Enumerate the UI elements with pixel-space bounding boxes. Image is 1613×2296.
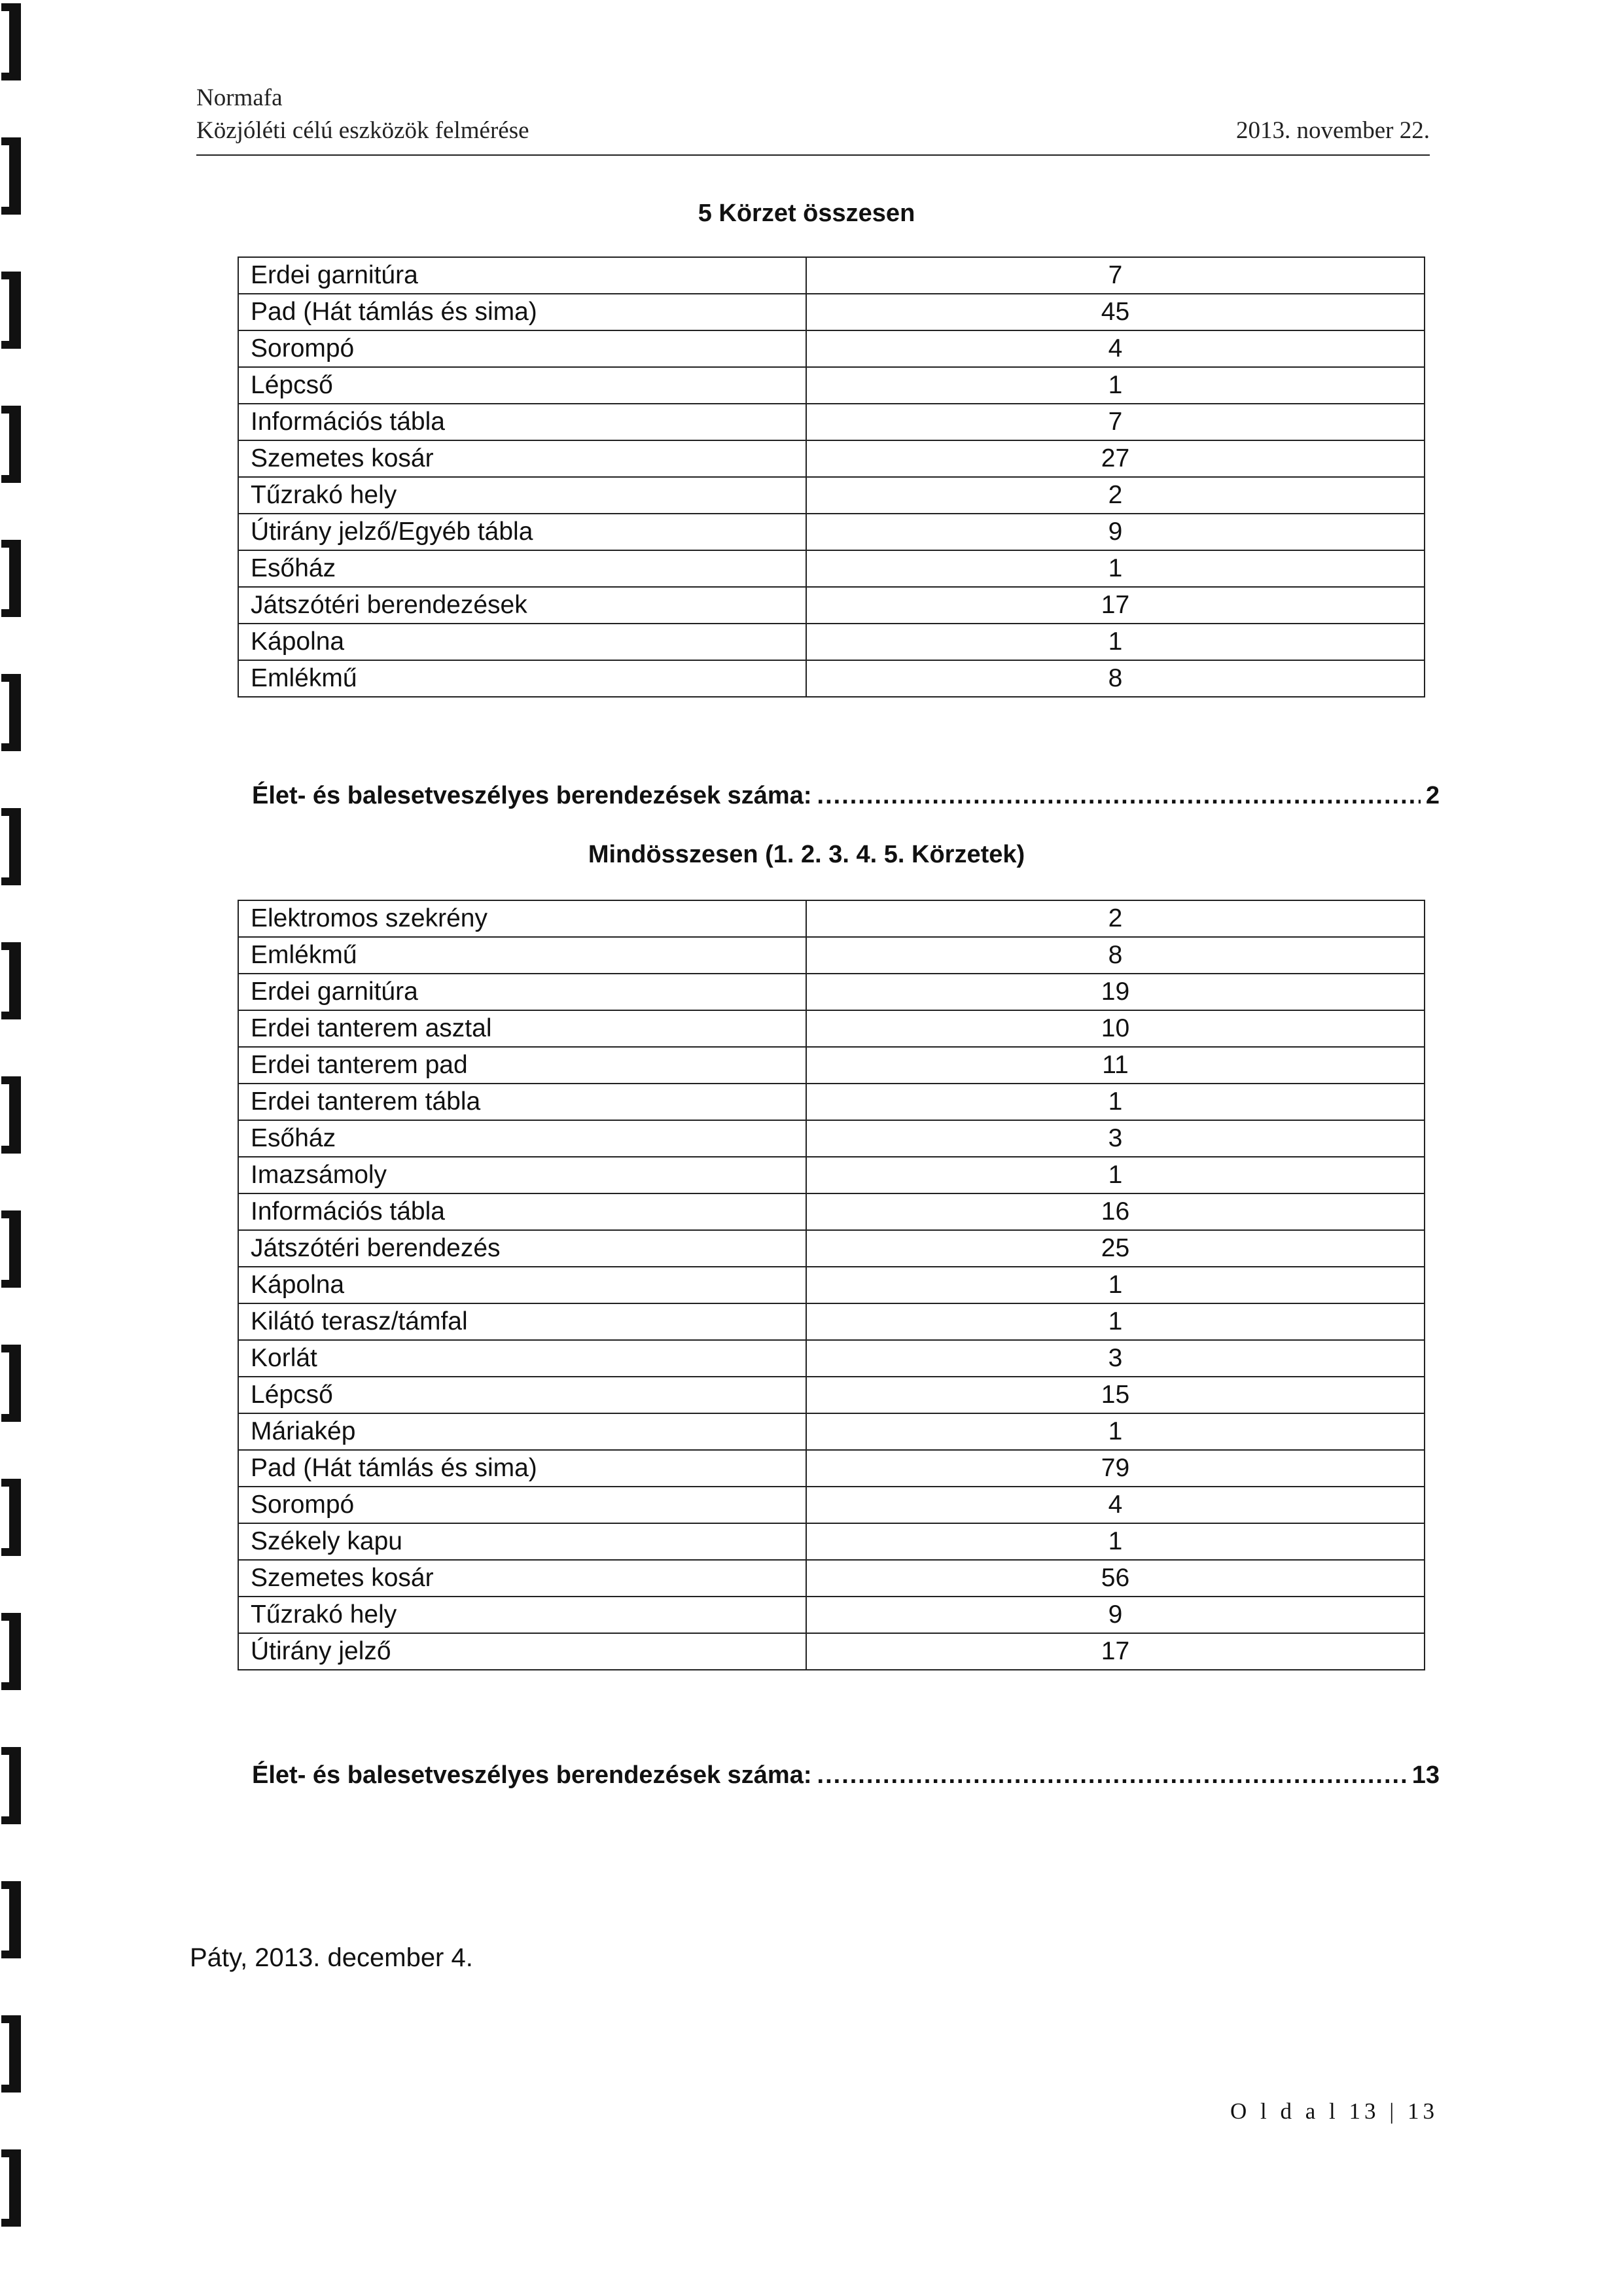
item-count: 56 xyxy=(806,1560,1425,1597)
item-name: Imazsámoly xyxy=(238,1157,806,1193)
section1-summary xyxy=(252,782,1440,810)
item-name: Székely kapu xyxy=(238,1523,806,1560)
binding-ring xyxy=(9,1747,21,1824)
item-count: 1 xyxy=(806,367,1425,404)
item-name: Kápolna xyxy=(238,624,806,660)
table-row xyxy=(238,514,1425,550)
item-count: 2 xyxy=(806,900,1425,937)
item-count: 79 xyxy=(806,1450,1425,1487)
table-row xyxy=(238,1084,1425,1120)
item-count: 1 xyxy=(806,550,1425,587)
item-name: Erdei garnitúra xyxy=(238,974,806,1010)
item-name: Pad (Hát támlás és sima) xyxy=(238,1450,806,1487)
binding-ring xyxy=(9,406,21,483)
table-row xyxy=(238,1377,1425,1413)
item-name: Esőház xyxy=(238,1120,806,1157)
table-row xyxy=(238,330,1425,367)
table-row xyxy=(238,440,1425,477)
page-number: O l d a l 13 | 13 xyxy=(1230,2098,1439,2124)
item-count: 19 xyxy=(806,974,1425,1010)
section1-summary-label: Élet- és balesetveszélyes berendezések száma: xyxy=(252,782,812,809)
item-name: Tűzrakó hely xyxy=(238,477,806,514)
item-name: Szemetes kosár xyxy=(238,1560,806,1597)
item-count: 1 xyxy=(806,1413,1425,1450)
leader-dots xyxy=(817,1761,1407,1790)
table-row xyxy=(238,1230,1425,1267)
item-name: Erdei garnitúra xyxy=(238,257,806,294)
item-name: Sorompó xyxy=(238,330,806,367)
table-row xyxy=(238,1157,1425,1193)
item-name: Tűzrakó hely xyxy=(238,1597,806,1633)
table-row xyxy=(238,1340,1425,1377)
section2-summary xyxy=(252,1761,1440,1790)
item-name: Információs tábla xyxy=(238,404,806,440)
table-row xyxy=(238,1010,1425,1047)
item-name: Lépcső xyxy=(238,367,806,404)
item-name: Esőház xyxy=(238,550,806,587)
item-name: Útirány jelző xyxy=(238,1633,806,1670)
item-count: 1 xyxy=(806,1084,1425,1120)
item-name: Erdei tanterem pad xyxy=(238,1047,806,1084)
item-name: Máriakép xyxy=(238,1413,806,1450)
item-name: Lépcső xyxy=(238,1377,806,1413)
section2-summary-value: 13 xyxy=(1411,1761,1440,1789)
header-date: 2013. november 22. xyxy=(1236,117,1430,144)
item-count: 1 xyxy=(806,1157,1425,1193)
item-count: 3 xyxy=(806,1120,1425,1157)
section1-title: 5 Körzet összesen xyxy=(698,200,915,227)
table-row xyxy=(238,1413,1425,1450)
binding-ring xyxy=(9,540,21,617)
spiral-binding xyxy=(0,0,59,2296)
table-row xyxy=(238,1523,1425,1560)
table-row xyxy=(238,1047,1425,1084)
binding-ring xyxy=(9,1881,21,1958)
table-row xyxy=(238,624,1425,660)
item-count: 10 xyxy=(806,1010,1425,1047)
header-project: Normafa xyxy=(196,84,283,111)
item-count: 45 xyxy=(806,294,1425,330)
table-row xyxy=(238,1450,1425,1487)
table-row xyxy=(238,660,1425,697)
table-row xyxy=(238,587,1425,624)
item-count: 17 xyxy=(806,587,1425,624)
binding-ring xyxy=(9,1210,21,1288)
item-name: Sorompó xyxy=(238,1487,806,1523)
item-count: 2 xyxy=(806,477,1425,514)
binding-ring xyxy=(9,1076,21,1154)
table-row xyxy=(238,257,1425,294)
table-row xyxy=(238,1120,1425,1157)
item-count: 1 xyxy=(806,624,1425,660)
binding-ring xyxy=(9,2015,21,2093)
item-name: Játszótéri berendezés xyxy=(238,1230,806,1267)
item-count: 4 xyxy=(806,330,1425,367)
table-row xyxy=(238,367,1425,404)
item-count: 1 xyxy=(806,1523,1425,1560)
place-and-date: Páty, 2013. december 4. xyxy=(190,1943,473,1972)
item-name: Emlékmű xyxy=(238,937,806,974)
binding-ring xyxy=(9,272,21,349)
table-row xyxy=(238,1267,1425,1303)
table-row xyxy=(238,550,1425,587)
binding-ring xyxy=(9,942,21,1019)
section1-table xyxy=(238,256,1425,698)
table-row xyxy=(238,1597,1425,1633)
binding-ring xyxy=(9,2149,21,2227)
item-count: 7 xyxy=(806,404,1425,440)
binding-ring xyxy=(9,674,21,751)
table-row xyxy=(238,1487,1425,1523)
item-name: Erdei tanterem tábla xyxy=(238,1084,806,1120)
section2-table xyxy=(238,900,1425,1670)
table-row xyxy=(238,937,1425,974)
section2-summary-label: Élet- és balesetveszélyes berendezések száma: xyxy=(252,1761,812,1789)
item-name: Erdei tanterem asztal xyxy=(238,1010,806,1047)
item-count: 27 xyxy=(806,440,1425,477)
item-count: 8 xyxy=(806,937,1425,974)
item-name: Elektromos szekrény xyxy=(238,900,806,937)
leader-dots xyxy=(817,782,1421,810)
table-row xyxy=(238,1193,1425,1230)
table-row xyxy=(238,404,1425,440)
item-name: Játszótéri berendezések xyxy=(238,587,806,624)
item-count: 25 xyxy=(806,1230,1425,1267)
item-count: 17 xyxy=(806,1633,1425,1670)
item-name: Emlékmű xyxy=(238,660,806,697)
item-count: 11 xyxy=(806,1047,1425,1084)
table-row xyxy=(238,974,1425,1010)
section2-title: Mindösszesen (1. 2. 3. 4. 5. Körzetek) xyxy=(588,841,1025,868)
table-row xyxy=(238,1303,1425,1340)
item-name: Kilátó terasz/támfal xyxy=(238,1303,806,1340)
header-rule xyxy=(196,154,1430,156)
item-count: 7 xyxy=(806,257,1425,294)
item-name: Információs tábla xyxy=(238,1193,806,1230)
item-count: 8 xyxy=(806,660,1425,697)
item-count: 9 xyxy=(806,514,1425,550)
item-count: 16 xyxy=(806,1193,1425,1230)
item-count: 4 xyxy=(806,1487,1425,1523)
binding-ring xyxy=(9,1613,21,1690)
table-row xyxy=(238,1560,1425,1597)
item-count: 9 xyxy=(806,1597,1425,1633)
item-name: Útirány jelző/Egyéb tábla xyxy=(238,514,806,550)
item-name: Szemetes kosár xyxy=(238,440,806,477)
table-row xyxy=(238,294,1425,330)
table-row xyxy=(238,1633,1425,1670)
binding-ring xyxy=(9,1345,21,1422)
item-count: 3 xyxy=(806,1340,1425,1377)
item-name: Kápolna xyxy=(238,1267,806,1303)
item-count: 15 xyxy=(806,1377,1425,1413)
item-name: Pad (Hát támlás és sima) xyxy=(238,294,806,330)
table-row xyxy=(238,477,1425,514)
header-title: Közjóléti célú eszközök felmérése xyxy=(196,117,529,144)
table-row xyxy=(238,900,1425,937)
binding-ring xyxy=(9,3,21,80)
item-name: Korlát xyxy=(238,1340,806,1377)
item-count: 1 xyxy=(806,1303,1425,1340)
section1-summary-value: 2 xyxy=(1425,782,1440,809)
binding-ring xyxy=(9,1479,21,1556)
item-count: 1 xyxy=(806,1267,1425,1303)
